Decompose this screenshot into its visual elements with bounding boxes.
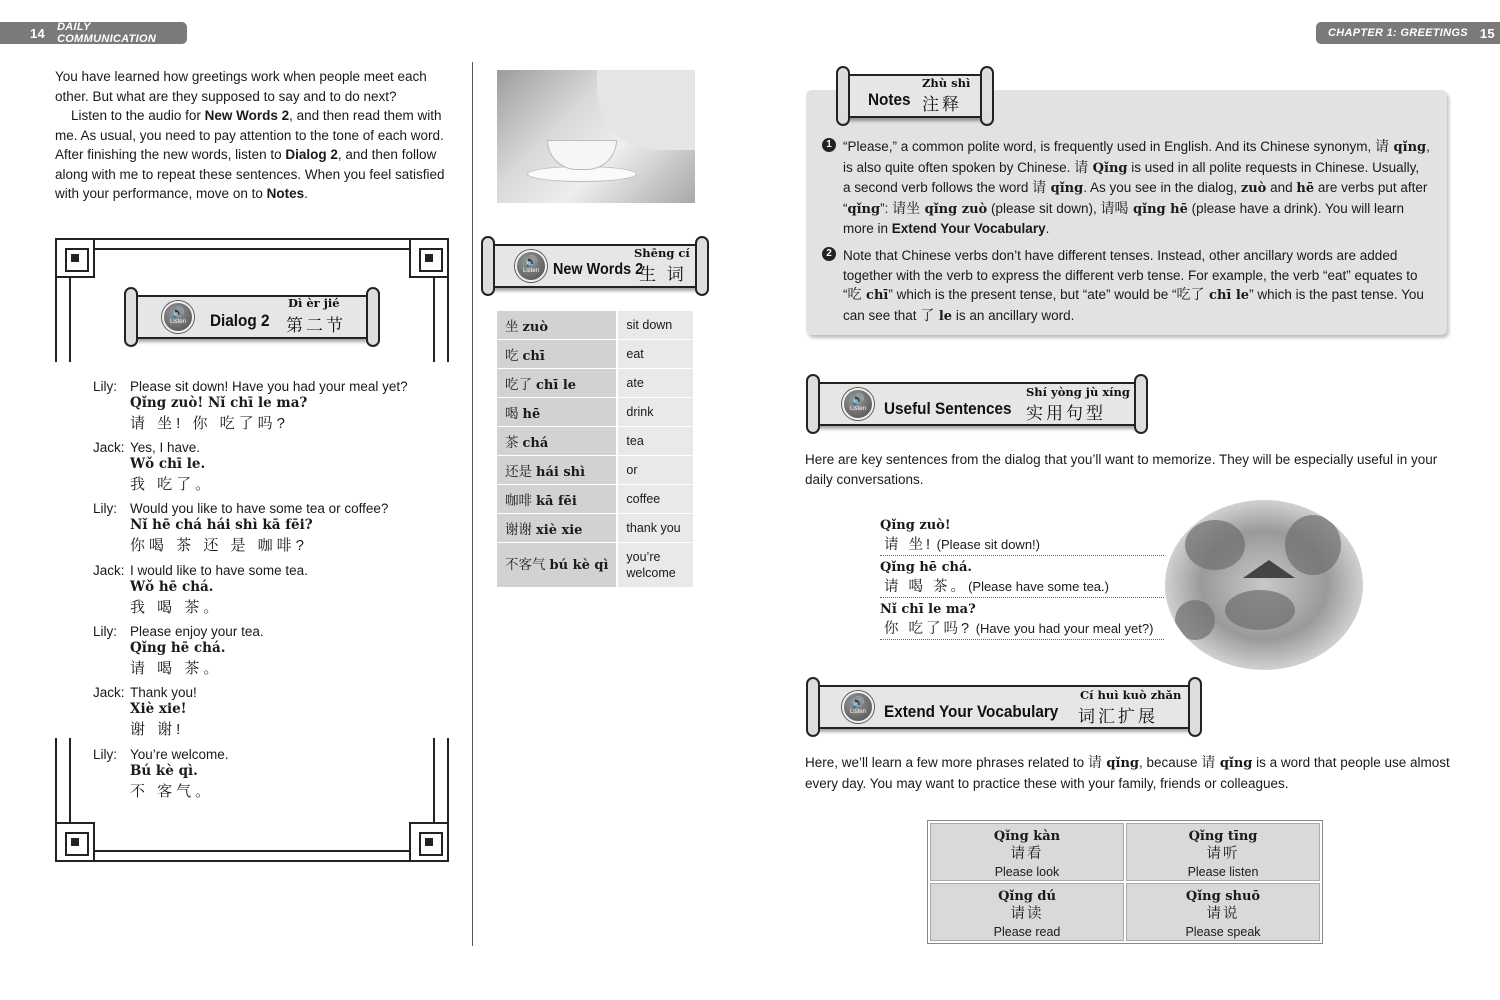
vocab-row — [497, 398, 693, 426]
vocab-chinese: 咖啡 — [505, 493, 532, 508]
vocab-row — [497, 514, 693, 542]
vocab-word — [497, 427, 618, 455]
vocab-pinyin: hē — [522, 407, 541, 422]
vocab-pinyin: xiè xie — [536, 523, 583, 538]
extend-vocabulary-grid — [927, 820, 1323, 944]
sentence-pinyin: Qǐng hē chá. — [880, 560, 972, 575]
left-section-title: DAILY COMMUNICATION — [57, 21, 157, 45]
dialog-speaker: Lily: — [93, 501, 118, 516]
sentence-english: (Have you had your meal yet?) — [972, 621, 1154, 636]
notes-chinese: 注释 — [922, 95, 962, 114]
right-section-title: CHAPTER 1: GREETINGS — [1328, 27, 1468, 39]
column-divider — [472, 62, 473, 946]
vocab-word — [497, 485, 618, 513]
extend-vocabulary-pinyin: Cí huì kuò zhǎn — [1080, 688, 1182, 702]
right-running-header — [1316, 22, 1500, 44]
dialog-chinese: 你喝 茶 还 是 咖啡? — [130, 537, 309, 554]
new-words-banner — [481, 236, 709, 296]
extend-vocab-cell — [930, 883, 1124, 941]
vocab-chinese: 坐 — [505, 319, 519, 334]
vocab-meaning: thank you — [618, 514, 693, 542]
dialog-2-banner — [124, 287, 380, 347]
vocab-meaning: you’re welcome — [618, 543, 693, 587]
vocab-meaning: ate — [618, 369, 693, 397]
new-words-table — [497, 310, 693, 588]
vocab-chinese: 还是 — [505, 464, 532, 479]
vocab-meaning: eat — [618, 340, 693, 368]
sentence-chinese: 请 喝 茶。 — [884, 579, 969, 595]
sentence-chinese: 请 坐! — [884, 537, 934, 553]
dialog-pinyin: Bú kè qì. — [130, 763, 198, 779]
extend-vocab-pinyin: Qǐng kàn — [993, 829, 1061, 844]
dialog-speaker: Jack: — [93, 685, 125, 700]
vocab-word — [497, 543, 618, 587]
dialog-english: Would you like to have some tea or coffee? — [130, 501, 389, 516]
intro-paragraph-2: Listen to the audio for New Words 2, and then read them with me. As usual, you need to pay attention to the tone of each word. After finishing the new words, listen to Dialog 2, and then follow along with me to repeat these sentences. When you feel satisfied with your performance, move on to Notes. — [55, 108, 445, 201]
dialog-speaker: Jack: — [93, 440, 125, 455]
sentence-translation — [880, 577, 1164, 597]
useful-sentences-pinyin: Shí yòng jù xíng — [1026, 385, 1130, 399]
extend-vocab-pinyin: Qǐng dú — [998, 889, 1056, 904]
useful-sentences-intro: Here are key sentences from the dialog that you’ll want to memorize. They will be especially useful in your daily conversations. — [805, 452, 1438, 487]
extend-vocab-cell — [930, 823, 1124, 881]
useful-sentence — [880, 559, 1164, 598]
vocab-word — [497, 340, 618, 368]
extend-vocab-chinese: 请读 — [1010, 906, 1044, 922]
vocab-pinyin: bú kè qì — [549, 557, 609, 573]
dialog-english: Thank you! — [130, 685, 197, 700]
vocab-chinese: 谢谢 — [505, 522, 532, 537]
note-1-text: “Please,” a common polite word, is frequently used in English. And its Chinese synonym, 请 qǐng, is also quite often spoken by Chinese. 请 Qǐng is used in all polite requests in Chinese. Usually, a second verb follows the word 请 qǐng. As you see in the dialog, zuò and hē are verbs put after “qǐng”: 请坐 qǐng zuò (please sit down), 请喝 qǐng hē (please have a drink). You will learn more in Extend Your Vocabulary. — [843, 138, 1430, 236]
dialog-pinyin: Wǒ hē chá. — [130, 579, 214, 595]
dialog-2-chinese: 第二节 — [286, 316, 346, 335]
extend-vocab-cell — [1126, 823, 1320, 881]
vocab-pinyin: kā fēi — [536, 494, 577, 509]
sentence-english: (Please have some tea.) — [968, 579, 1109, 594]
extend-vocab-cell — [1126, 883, 1320, 941]
vocab-chinese: 茶 — [505, 435, 519, 450]
vocab-row — [497, 456, 693, 484]
vocab-word — [497, 369, 618, 397]
landscape-illustration — [1165, 500, 1363, 670]
vocab-chinese: 不客气 — [505, 556, 546, 572]
speaker-icon: 🔊 — [524, 256, 538, 268]
dialog-line — [93, 379, 463, 435]
notes-banner — [836, 66, 994, 126]
vocab-word — [497, 456, 618, 484]
dialog-chinese: 我 喝 茶。 — [130, 599, 223, 616]
vocab-row — [497, 340, 693, 368]
dialog-speaker: Lily: — [93, 747, 118, 762]
useful-sentences-chinese: 实用句型 — [1026, 404, 1106, 423]
frame-corner-knot — [55, 238, 95, 278]
vocab-pinyin: chá — [522, 436, 549, 451]
vocab-row — [497, 369, 693, 397]
tea-pouring-photo — [497, 70, 695, 203]
vocab-meaning: sit down — [618, 311, 693, 339]
vocab-row — [497, 311, 693, 339]
extend-vocabulary-title: Extend Your Vocabulary — [884, 702, 1059, 721]
vocab-row — [497, 427, 693, 455]
extend-vocab-pinyin: Qǐng tīng — [1188, 829, 1258, 844]
vocab-chinese: 喝 — [505, 406, 519, 421]
useful-sentences-title: Useful Sentences — [884, 399, 1012, 418]
sentence-english: (Please sit down!) — [933, 537, 1040, 552]
dialog-pinyin: Qǐng zuò! Nǐ chī le ma? — [130, 395, 308, 411]
extend-vocabulary-banner — [806, 677, 1202, 737]
vocab-row — [497, 543, 693, 587]
note-item-2 — [822, 246, 1430, 326]
listen-audio-button[interactable]: 🔊 Listen — [515, 250, 547, 282]
vocab-chinese: 吃 — [505, 348, 519, 363]
listen-audio-button[interactable]: 🔊 Listen — [842, 691, 874, 723]
sentence-chinese: 你 吃了吗? — [884, 621, 973, 637]
dialog-line — [93, 685, 463, 741]
vocab-pinyin: chī le — [536, 378, 577, 393]
dialog-2-title: Dialog 2 — [210, 311, 270, 330]
extend-vocab-pinyin: Qǐng shuō — [1185, 889, 1261, 904]
extend-vocab-chinese: 请听 — [1206, 846, 1240, 862]
left-page-number: 14 — [30, 25, 46, 41]
new-words-title: New Words 2 — [553, 261, 644, 278]
extend-vocabulary-intro: Here, we’ll learn a few more phrases related to 请 qǐng, because 请 qǐng is a word that people use almost every day. You may want to practice these with your family, friends or colleagues. — [805, 754, 1450, 791]
extend-vocab-english: Please speak — [1185, 925, 1261, 939]
extend-vocab-english: Please listen — [1187, 865, 1259, 879]
sentence-pinyin: Nǐ chī le ma? — [880, 602, 976, 617]
vocab-word — [497, 514, 618, 542]
dialog-english: Yes, I have. — [130, 440, 201, 455]
dialog-line — [93, 747, 463, 803]
extend-vocab-chinese: 请说 — [1206, 906, 1240, 922]
dialog-chinese: 请 坐! 你 吃了吗? — [130, 415, 290, 432]
speaker-icon: 🔊 — [171, 307, 185, 319]
dialog-speaker: Jack: — [93, 563, 125, 578]
vocab-meaning: coffee — [618, 485, 693, 513]
vocab-meaning: drink — [618, 398, 693, 426]
dialog-chinese: 不 客气。 — [130, 783, 215, 800]
dialog-english: You’re welcome. — [130, 747, 229, 762]
listen-audio-button[interactable]: 🔊 Listen — [162, 301, 194, 333]
dialog-line — [93, 624, 463, 680]
note-item-1 — [822, 137, 1430, 239]
dialog-line — [93, 563, 463, 619]
vocab-row — [497, 485, 693, 513]
dialog-chinese: 我 吃了。 — [130, 476, 215, 493]
new-words-chinese: 生 词 — [639, 265, 687, 284]
dialog-line — [93, 440, 463, 496]
speaker-icon: 🔊 — [851, 697, 865, 709]
useful-sentences-banner — [806, 374, 1148, 434]
vocab-chinese: 吃了 — [505, 377, 532, 392]
extend-vocabulary-chinese: 词汇扩展 — [1078, 707, 1158, 726]
dialog-english: I would like to have some tea. — [130, 563, 308, 578]
listen-audio-button[interactable]: 🔊 Listen — [842, 388, 874, 420]
sentence-translation — [880, 535, 1164, 555]
extend-vocab-english: Please read — [993, 925, 1061, 939]
speaker-icon: 🔊 — [851, 394, 865, 406]
dialog-speaker: Lily: — [93, 624, 118, 639]
note-number-icon: 2 — [822, 247, 836, 261]
note-number-icon: 1 — [822, 138, 836, 152]
note-2-text: Note that Chinese verbs don’t have different tenses. Instead, other ancillary words are added together with the verb to express the different verb tense. For example, the verb “eat” equates to “吃 chī” which is the present tense, but “ate” would be “吃了 chī le” which is the past tense. You can see that 了 le is an ancillary word. — [843, 248, 1424, 324]
dialog-english: Please sit down! Have you had your meal yet? — [130, 379, 408, 394]
dialog-2-pinyin: Dì èr jié — [288, 296, 340, 310]
left-running-header — [0, 22, 187, 44]
dialog-chinese: 谢 谢! — [130, 721, 185, 738]
right-page-number: 15 — [1479, 25, 1495, 41]
vocab-pinyin: chī — [522, 349, 545, 364]
sentence-translation — [880, 619, 1164, 639]
dialog-pinyin: Wǒ chī le. — [130, 456, 206, 472]
vocab-word — [497, 311, 618, 339]
dialog-pinyin: Qǐng hē chá. — [130, 640, 226, 656]
extend-vocab-english: Please look — [994, 865, 1060, 879]
extend-vocab-chinese: 请看 — [1010, 846, 1044, 862]
notes-pinyin: Zhù shì — [922, 76, 971, 90]
useful-sentence — [880, 517, 1164, 556]
vocab-meaning: tea — [618, 427, 693, 455]
useful-sentence — [880, 601, 1164, 640]
intro-text — [55, 67, 451, 204]
frame-corner-knot — [409, 238, 449, 278]
vocab-pinyin: zuò — [522, 320, 549, 335]
frame-corner-knot — [409, 822, 449, 862]
new-words-pinyin: Shēng cí — [634, 246, 690, 260]
dialog-speaker: Lily: — [93, 379, 118, 394]
notes-title: Notes — [868, 90, 911, 109]
vocab-pinyin: hái shì — [536, 465, 586, 480]
frame-corner-knot — [55, 822, 95, 862]
intro-paragraph-1: You have learned how greetings work when people meet each other. But what are they supposed to say and to do next? — [55, 69, 427, 104]
sentence-pinyin: Qǐng zuò! — [880, 518, 951, 533]
vocab-meaning: or — [618, 456, 693, 484]
dialog-line — [93, 501, 463, 557]
dialog-pinyin: Nǐ hē chá hái shì kā fēi? — [130, 517, 313, 533]
dialog-pinyin: Xiè xie! — [130, 701, 187, 717]
dialog-chinese: 请 喝 茶。 — [130, 660, 223, 677]
vocab-word — [497, 398, 618, 426]
dialog-english: Please enjoy your tea. — [130, 624, 264, 639]
